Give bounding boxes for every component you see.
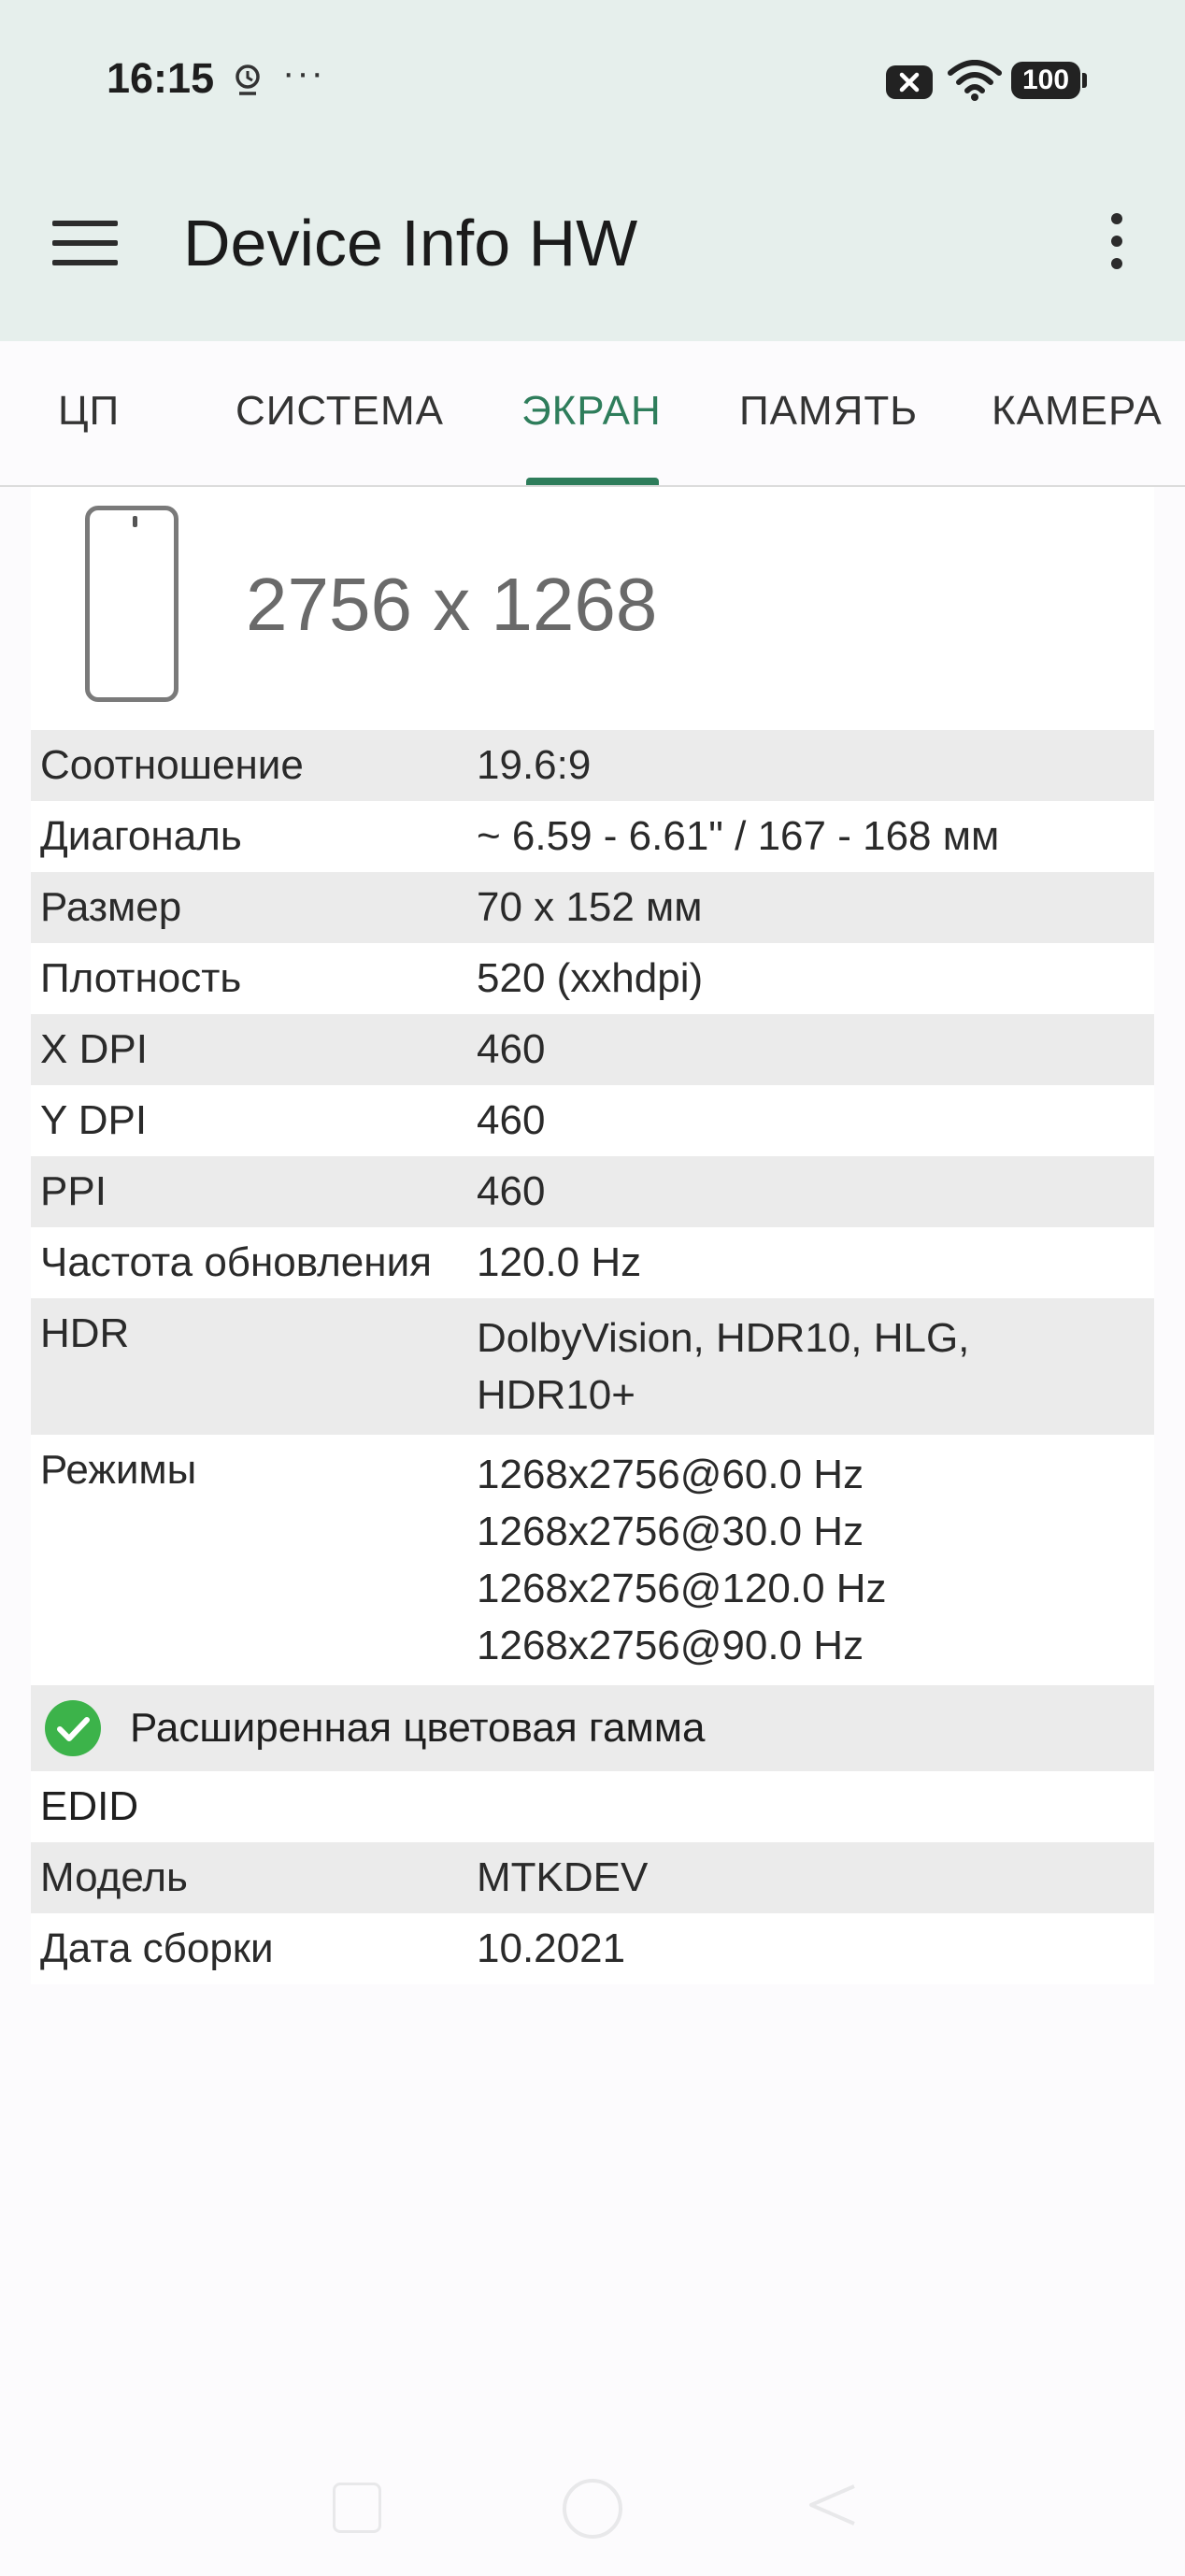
sim-blocked-icon: [886, 64, 933, 101]
back-button[interactable]: [806, 2479, 858, 2531]
alarm-icon: [232, 62, 264, 99]
info-row: [31, 1227, 1154, 1298]
mode-line: 1268x2756@60.0 Hz: [477, 1452, 864, 1497]
battery-icon: 100: [1011, 62, 1080, 99]
active-tab-indicator: [526, 478, 659, 485]
home-button[interactable]: [563, 2479, 622, 2539]
check-circle-icon: [44, 1699, 102, 1757]
row-value: [477, 1298, 1154, 1435]
row-value: 19.6:9: [477, 742, 592, 788]
info-row: [31, 1085, 1154, 1156]
system-nav-bar: [0, 2458, 1185, 2576]
row-label: Соотношение: [40, 742, 304, 788]
row-label: Размер: [40, 884, 182, 930]
row-value: 460: [477, 1097, 546, 1143]
tab-cpu[interactable]: ЦП: [58, 388, 121, 434]
row-value: MTKDEV: [477, 1854, 649, 1900]
screen-info-list: [31, 487, 1154, 1984]
mode-line: 1268x2756@90.0 Hz: [477, 1623, 864, 1668]
row-value: 70 x 152 мм: [477, 884, 703, 930]
info-row-hdr: [31, 1298, 1154, 1435]
row-value: 520 (xxhdpi): [477, 955, 704, 1001]
row-label: HDR: [40, 1310, 130, 1356]
row-value: 460: [477, 1168, 546, 1214]
tab-screen[interactable]: ЭКРАН: [521, 388, 662, 434]
app-header: [0, 0, 1185, 341]
resolution-value: 2756 x 1268: [246, 563, 658, 646]
row-value: 10.2021: [477, 1925, 626, 1971]
wifi-icon: [948, 60, 1002, 101]
info-row-modes: [31, 1435, 1154, 1685]
row-label: Y DPI: [40, 1097, 148, 1143]
row-label: Режимы: [40, 1447, 197, 1493]
row-label: Диагональ: [40, 813, 242, 859]
row-label: Дата сборки: [40, 1925, 274, 1971]
hdr-line: HDR10+: [477, 1372, 635, 1418]
row-value: 120.0 Hz: [477, 1239, 642, 1285]
wide-color-gamut-row: [31, 1685, 1154, 1771]
more-notifications-icon: ···: [282, 52, 325, 93]
row-value: 460: [477, 1026, 546, 1072]
status-time: 16:15: [107, 54, 215, 102]
row-label: X DPI: [40, 1026, 148, 1072]
mode-line: 1268x2756@120.0 Hz: [477, 1566, 887, 1611]
row-label: Модель: [40, 1854, 188, 1900]
edid-section-title: EDID: [31, 1771, 1154, 1842]
page-title: Device Info HW: [183, 207, 638, 279]
mode-line: 1268x2756@30.0 Hz: [477, 1509, 864, 1554]
info-row: [31, 1014, 1154, 1085]
info-row: [31, 730, 1154, 801]
row-label: Частота обновления: [40, 1239, 432, 1285]
info-row: [31, 1913, 1154, 1984]
overflow-menu-icon[interactable]: [1103, 213, 1131, 273]
menu-icon[interactable]: [52, 221, 118, 267]
recents-button[interactable]: [333, 2483, 381, 2533]
tab-memory[interactable]: ПАМЯТЬ: [739, 388, 919, 434]
wide-color-gamut-label: Расширенная цветовая гамма: [130, 1705, 706, 1751]
row-value: [477, 1435, 1154, 1685]
row-label: Плотность: [40, 955, 242, 1001]
info-row: [31, 1156, 1154, 1227]
phone-icon: [85, 506, 178, 702]
info-row: [31, 872, 1154, 943]
row-value: ~ 6.59 - 6.61" / 167 - 168 мм: [477, 813, 1000, 859]
info-row: [31, 801, 1154, 872]
info-row: [31, 943, 1154, 1014]
tab-system[interactable]: СИСТЕМА: [236, 388, 444, 434]
tab-camera[interactable]: КАМЕРА: [992, 388, 1163, 434]
tab-bar: [0, 341, 1185, 487]
resolution-header: [31, 487, 1154, 730]
row-label: PPI: [40, 1168, 107, 1214]
hdr-line: DolbyVision, HDR10, HLG,: [477, 1315, 970, 1361]
info-row: [31, 1842, 1154, 1913]
